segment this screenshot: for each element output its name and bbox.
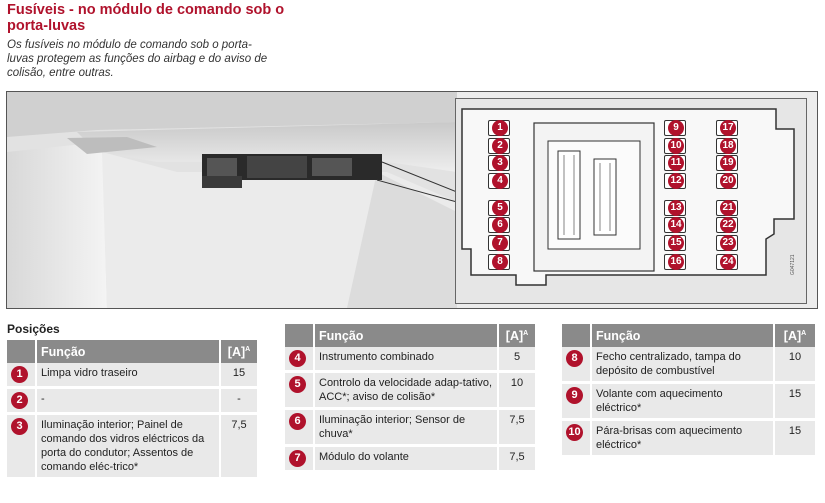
fuse-number: 4 [492,173,508,189]
position-badge: 7 [289,450,306,467]
fuse-panel-diagram [455,98,807,304]
amp-cell: 10 [499,373,535,410]
table-row [285,410,535,447]
function-cell: Controlo da velocidade adap-tativo, ACC*; aviso de colisão* [315,373,499,410]
fuse-slot [664,155,686,171]
position-badge: 5 [289,376,306,393]
fuse-slot [664,138,686,154]
amp-cell: 15 [775,421,815,458]
header-amp: $[A]^A$ [499,324,535,347]
table-row [562,384,815,421]
table-row [7,389,257,415]
fuse-slot [716,173,738,189]
function-cell: Fecho centralizado, tampa do depósito de combustível [592,347,775,384]
fuse-slot [716,138,738,154]
header-amp: $[A]^A$ [221,340,257,363]
position-badge: 2 [11,392,28,409]
row-number-cell [285,447,315,473]
row-number-cell [285,347,315,373]
header-blank [562,324,592,347]
header-function: Função [37,340,221,363]
fuse-slot [488,173,510,189]
amp-cell: 15 [221,363,257,389]
row-number-cell [7,415,37,480]
fuse-slot [716,217,738,233]
fuse-slot [716,235,738,251]
amp-cell: 15 [775,384,815,421]
fuse-slot [664,217,686,233]
fuse-number: 20 [720,173,736,189]
function-cell: Instrumento combinado [315,347,499,373]
fuse-number: 17 [720,120,736,136]
table-row [562,421,815,458]
function-cell: Iluminação interior; Sensor de chuva* [315,410,499,447]
fuse-slot [488,200,510,216]
positions-table-3 [562,324,815,458]
function-cell: Iluminação interior; Painel de comando dos vidros eléctricos da porta do condutor; Assentos de comando eléc-trico* [37,415,221,480]
fuse-number: 14 [668,217,684,233]
row-number-cell [562,347,592,384]
amp-cell: 7,5 [221,415,257,480]
fuse-slot [664,200,686,216]
position-badge: 3 [11,418,28,435]
section-title: Posições [7,322,60,336]
intro-text: Os fusíveis no módulo de comando sob o porta-luvas protegem as funções do airbag e do aviso de colisão, entre outras. [7,39,268,79]
amp-cell: 5 [499,347,535,373]
glovebox-illustration [7,92,457,308]
row-number-cell [7,389,37,415]
header-amp: $[A]^A$ [775,324,815,347]
amp-cell: 7,5 [499,447,535,473]
header-function: Função [315,324,499,347]
fuse-slot [716,120,738,136]
figure-code: G047121 [790,254,796,275]
function-cell: Limpa vidro traseiro [37,363,221,389]
amp-cell: 10 [775,347,815,384]
fuse-slot [664,235,686,251]
fuse-number: 11 [668,155,684,171]
fuse-slot [488,235,510,251]
header-blank [285,324,315,347]
table-row [285,447,535,473]
fuse-number: 21 [720,200,736,216]
fuse-slot [488,138,510,154]
header-function: Função [592,324,775,347]
table-row [285,373,535,410]
fuse-slot [716,200,738,216]
fuse-number: 2 [492,138,508,154]
page-title: Fusíveis - no módulo de comando sob o porta-luvas [7,2,285,34]
fuse-number: 8 [492,254,508,270]
table-row [285,347,535,373]
fuse-number: 5 [492,200,508,216]
fuse-number: 10 [668,138,684,154]
fuse-number: 22 [720,217,736,233]
function-cell: Pára-brisas com aquecimento eléctrico* [592,421,775,458]
positions-table-1 [7,340,257,480]
fuse-number: 1 [492,120,508,136]
fuse-number: 7 [492,235,508,251]
fuse-number: 15 [668,235,684,251]
position-badge: 1 [11,366,28,383]
header-blank [7,340,37,363]
fuse-slot [664,173,686,189]
fuse-slot [488,254,510,270]
fuse-number: 13 [668,200,684,216]
position-badge: 6 [289,413,306,430]
position-badge: 9 [566,387,583,404]
fuse-number: 3 [492,155,508,171]
table-row [7,415,257,480]
fuse-slot [664,254,686,270]
fuse-slot [488,217,510,233]
amp-cell: - [221,389,257,415]
fuse-number: 9 [668,120,684,136]
function-cell: Módulo do volante [315,447,499,473]
fuse-number: 12 [668,173,684,189]
fuse-number: 24 [720,254,736,270]
fuse-slot [716,155,738,171]
function-cell: - [37,389,221,415]
fuse-number: 19 [720,155,736,171]
position-badge: 10 [566,424,583,441]
positions-table-2 [285,324,535,473]
position-badge: 8 [566,350,583,367]
row-number-cell [562,421,592,458]
fuse-slot [488,120,510,136]
table-row [7,363,257,389]
fuse-number: 6 [492,217,508,233]
amp-cell: 7,5 [499,410,535,447]
row-number-cell [7,363,37,389]
fuse-number: 23 [720,235,736,251]
fuse-slot [488,155,510,171]
row-number-cell [562,384,592,421]
row-number-cell [285,410,315,447]
fuse-slot [716,254,738,270]
table-row [562,347,815,384]
function-cell: Volante com aquecimento eléctrico* [592,384,775,421]
fuse-slot [664,120,686,136]
position-badge: 4 [289,350,306,367]
fuse-number: 16 [668,254,684,270]
fuse-number: 18 [720,138,736,154]
row-number-cell [285,373,315,410]
